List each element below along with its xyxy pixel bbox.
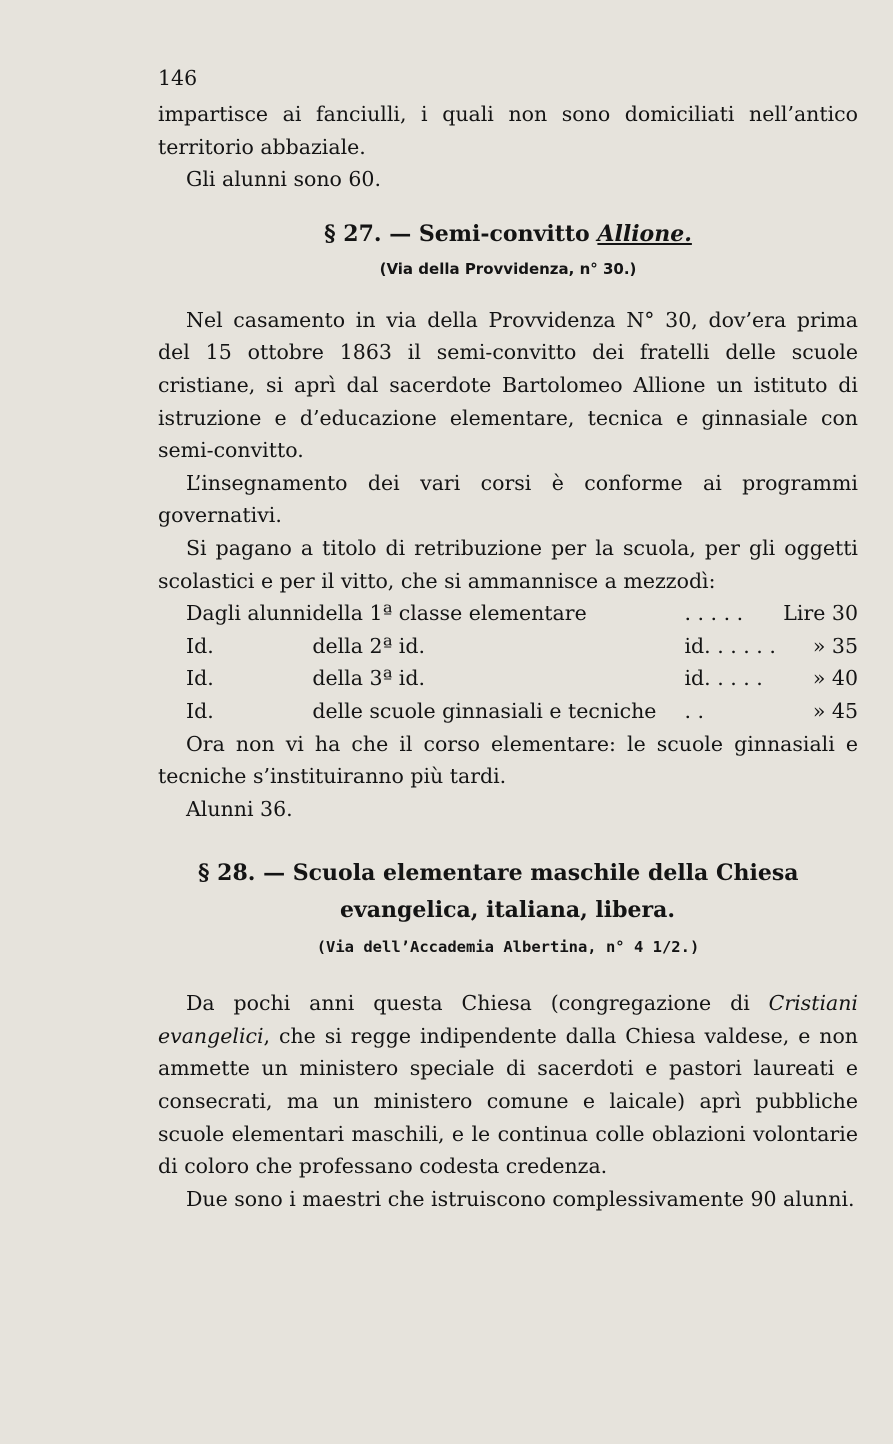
- section-28-para-2: Due sono i maestri che istruiscono complessivamente 90 alunni.: [186, 1186, 855, 1211]
- section-27-para-3: Si pagano a titolo di retribuzione per la scuola, per gli oggetti scolastici e per il vitto, che si ammannisce a mezzodì:: [158, 535, 858, 593]
- section-27-para-4: Ora non vi ha che il corso elementare: le scuole ginnasiali e tecniche s’instituiranno più tardi.: [158, 731, 858, 789]
- section-27-heading: [158, 218, 858, 250]
- section-28-title-line-2: evangelica, italiana, libera.: [340, 897, 676, 924]
- section-27-name: Allione.: [597, 220, 692, 247]
- fee-row: [158, 630, 858, 663]
- fee-row: [158, 695, 858, 728]
- fee-row: [158, 662, 858, 695]
- fee-subject: Id.: [186, 666, 214, 691]
- fee-table: [158, 597, 858, 727]
- section-28-para-1-italic: Cristiani evangelici: [158, 991, 858, 1048]
- section-27-para-1: Nel casamento in via della Provvidenza N° 30, dov’era prima del 15 ottobre 1863 il semi-convitto dei fratelli delle scuole cristiane, si aprì dal sacerdote Bartolomeo Allione un istituto di istruzione e d’educazione elementare, tecnica e ginnasiale con semi-convitto.: [158, 307, 858, 463]
- fee-class: della 3ª id.: [312, 666, 425, 691]
- fee-dots: . . . . .: [684, 601, 744, 626]
- fee-row: [158, 597, 858, 630]
- section-28-address: (Via dell’Accademia Albertina, n° 4 1/2.): [316, 938, 700, 957]
- text-block: [158, 62, 858, 1215]
- fee-amount: » 45: [812, 698, 858, 723]
- fee-class: della 2ª id.: [312, 633, 425, 658]
- section-28-para-1-start: Da pochi anni questa Chiesa (congregazione di: [186, 991, 750, 1016]
- fee-class: delle scuole ginnasiali e tecniche: [312, 698, 657, 723]
- intro-paragraph: impartisce ai fanciulli, i quali non sono domiciliati nell’antico territorio abbaziale.: [158, 102, 858, 159]
- page-number: 146: [158, 66, 198, 90]
- section-28-heading: [198, 855, 858, 929]
- section-28-para-1-end: , che si regge indipendente dalla Chiesa valdese, e non ammette un ministero speciale di sacerdoti e pastori laureati e consecrati, ma un ministero comune e laicale) aprì pubbliche scuole elementari maschili, e le continua colle oblazioni volontarie di coloro che professano codesta credenza.: [158, 1023, 858, 1179]
- section-28-para-1: [158, 987, 858, 1183]
- section-27-para-5: Alunni 36.: [186, 796, 293, 821]
- fee-subject: Dagli alunni: [186, 601, 313, 626]
- section-28-title-line-1: § 28. — Scuola elementare maschile della Chiesa: [198, 860, 799, 887]
- fee-dots: . .: [684, 698, 705, 723]
- fee-amount: » 35: [812, 633, 858, 658]
- fee-subject: Id.: [186, 633, 214, 658]
- fee-class: della 1ª classe elementare: [312, 601, 587, 626]
- fee-amount: » 40: [812, 666, 858, 691]
- fee-dots: id. . . . .: [684, 666, 763, 691]
- fee-amount: Lire 30: [783, 601, 858, 626]
- intro-alunni: Gli alunni sono 60.: [186, 167, 381, 192]
- fee-dots: id. . . . . .: [684, 633, 776, 658]
- fee-subject: Id.: [186, 698, 214, 723]
- section-27-number: § 27. — Semi-convitto: [324, 220, 590, 247]
- section-27-para-2: L’insegnamento dei vari corsi è conforme ai programmi governativi.: [158, 470, 858, 528]
- section-27-address: (Via della Provvidenza, n° 30.): [379, 259, 637, 278]
